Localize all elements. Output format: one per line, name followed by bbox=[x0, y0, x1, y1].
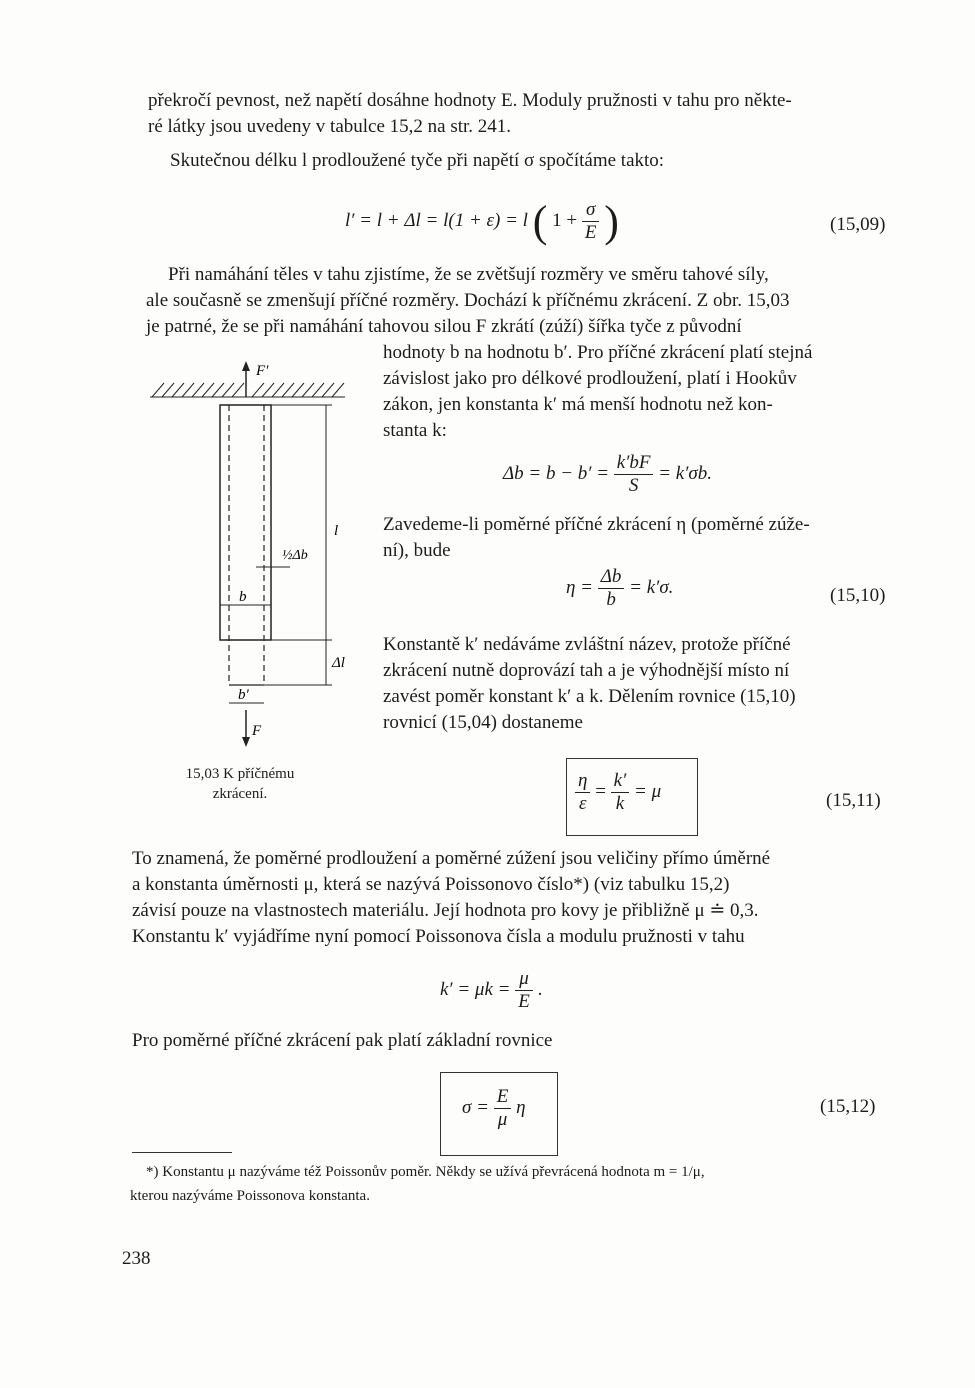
equation-right: = k′σb. bbox=[658, 462, 713, 484]
footnote-rule bbox=[132, 1152, 232, 1153]
fraction-denominator: ε bbox=[578, 793, 587, 814]
text-line: překročí pevnost, než napětí dosáhne hodnoty E. Moduly pružnosti v tahu pro někte- bbox=[148, 90, 792, 111]
equation-left: η = bbox=[566, 576, 593, 598]
equation-15-10 bbox=[566, 566, 673, 611]
figure-rod-diagram bbox=[140, 355, 365, 755]
text-line: závisí pouze na vlastnostech materiálu. Její hodnota pro kovy je přibližně μ ≐ 0,3. bbox=[132, 900, 759, 921]
fraction bbox=[611, 770, 630, 815]
text-line: stanta k: bbox=[383, 420, 447, 441]
label-f-prime: F′ bbox=[256, 363, 269, 379]
caption-line: zkrácení. bbox=[212, 786, 268, 802]
equation-left: k′ = μk = bbox=[440, 978, 511, 1000]
paren-right: ) bbox=[604, 197, 619, 246]
text-line: ré látky jsou uvedeny v tabulce 15,2 na str. 241. bbox=[148, 116, 512, 137]
text-line: a konstanta úměrnosti μ, která se nazývá Poissonovo číslo*) (viz tabulku 15,2) bbox=[132, 874, 730, 895]
text-line: hodnoty b na hodnotu b′. Pro příčné zkrácení platí stejná bbox=[383, 342, 813, 363]
fraction-denominator: k bbox=[615, 793, 625, 814]
equation-left: Δb = b − b′ = bbox=[503, 462, 610, 484]
text-line: zavést poměr konstant k′ a k. Dělením rovnice (15,10) bbox=[383, 686, 796, 707]
text-line: závislost jako pro délkové prodloužení, platí i Hookův bbox=[383, 368, 797, 389]
text-line: Skutečnou délku l prodloužené tyče při napětí σ spočítáme takto: bbox=[170, 150, 665, 171]
arrow-head-icon bbox=[242, 361, 250, 371]
figure-caption bbox=[150, 764, 330, 804]
fraction bbox=[614, 452, 654, 497]
equation-number: (15,10) bbox=[830, 585, 886, 606]
equation-number: (15,11) bbox=[826, 790, 881, 811]
label-half-delta-b: ½Δb bbox=[282, 548, 308, 563]
fraction-denominator: E bbox=[518, 991, 530, 1012]
paren-left: ( bbox=[532, 197, 548, 246]
equation-number: (15,09) bbox=[830, 214, 886, 235]
text-line: je patrné, že se při namáhání tahovou silou F zkrátí (zúží) šířka tyče z původní bbox=[146, 316, 742, 337]
equation-delta-b bbox=[503, 452, 712, 497]
equals-sign: = bbox=[595, 780, 606, 802]
fraction-denominator: S bbox=[628, 475, 639, 496]
text-line: Pro poměrné příčné zkrácení pak platí základní rovnice bbox=[132, 1030, 553, 1051]
text-line: rovnicí (15,04) dostaneme bbox=[383, 712, 583, 733]
equation-right: η bbox=[516, 1096, 526, 1118]
text-line: ale současně se zmenšují příčné rozměry. Dochází k příčnému zkrácení. Z obr. 15,03 bbox=[146, 290, 790, 311]
text-line: Konstantě k′ nedáváme zvláštní název, protože příčné bbox=[383, 634, 791, 655]
caption-line: 15,03 K příčnému bbox=[185, 766, 295, 782]
fraction-numerator: σ bbox=[582, 199, 600, 222]
fraction bbox=[582, 199, 600, 244]
page-number: 238 bbox=[122, 1248, 151, 1269]
label-delta-l: Δl bbox=[332, 655, 345, 671]
text-line: ní), bude bbox=[383, 540, 451, 561]
fraction bbox=[515, 968, 533, 1013]
equation-15-11 bbox=[575, 770, 661, 815]
fraction-denominator: b bbox=[606, 589, 616, 610]
text-line: zkrácení nutně doprovází tah a je výhodnější místo ní bbox=[383, 660, 790, 681]
fraction bbox=[598, 566, 625, 611]
text-line: To znamená, že poměrné prodloužení a poměrné zúžení jsou veličiny přímo úměrné bbox=[132, 848, 771, 869]
fraction-denominator: E bbox=[584, 222, 597, 243]
fraction-denominator: μ bbox=[497, 1109, 508, 1130]
fraction-numerator: Δb bbox=[598, 566, 625, 589]
text-line: Zavedeme-li poměrné příčné zkrácení η (poměrné zúže- bbox=[383, 514, 810, 535]
equation-right: = k′σ. bbox=[629, 576, 674, 598]
fraction-numerator: η bbox=[575, 770, 590, 793]
label-b-prime: b′ bbox=[238, 687, 249, 703]
fraction bbox=[575, 770, 590, 815]
footnote-line: kterou nazýváme Poissonova konstanta. bbox=[130, 1188, 370, 1204]
arrow-head-icon bbox=[242, 737, 250, 747]
text-line: Při namáhání těles v tahu zjistíme, že se zvětšují rozměry ve směru tahové síly, bbox=[168, 264, 769, 285]
ceiling-hatching bbox=[150, 383, 345, 397]
equation-left: l′ = l + Δl = l(1 + ε) = l bbox=[345, 209, 528, 231]
rod-deformed-outline bbox=[229, 405, 264, 685]
equation-right: = μ bbox=[634, 780, 662, 802]
label-b: b bbox=[239, 589, 247, 605]
equation-15-12 bbox=[462, 1086, 526, 1131]
label-f: F bbox=[252, 723, 262, 739]
fraction-numerator: E bbox=[494, 1086, 512, 1109]
footnote-line: *) Konstantu μ nazýváme též Poissonův poměr. Někdy se užívá převrácená hodnota m = 1/μ, bbox=[146, 1164, 705, 1180]
equation-k-prime bbox=[440, 968, 542, 1013]
text-line: zákon, jen konstanta k′ má menší hodnotu než kon- bbox=[383, 394, 773, 415]
label-l: l bbox=[334, 523, 339, 539]
equation-left: σ = bbox=[462, 1096, 489, 1118]
equation-one-plus: 1 + bbox=[552, 209, 578, 231]
fraction bbox=[494, 1086, 512, 1131]
fraction-numerator: k′bF bbox=[614, 452, 654, 475]
equation-15-09 bbox=[345, 196, 619, 247]
fraction-numerator: k′ bbox=[611, 770, 630, 793]
equation-dot: . bbox=[537, 978, 543, 1000]
fraction-numerator: μ bbox=[515, 968, 533, 991]
equation-number: (15,12) bbox=[820, 1096, 876, 1117]
text-line: Konstantu k′ vyjádříme nyní pomocí Poissonova čísla a modulu pružnosti v tahu bbox=[132, 926, 745, 947]
